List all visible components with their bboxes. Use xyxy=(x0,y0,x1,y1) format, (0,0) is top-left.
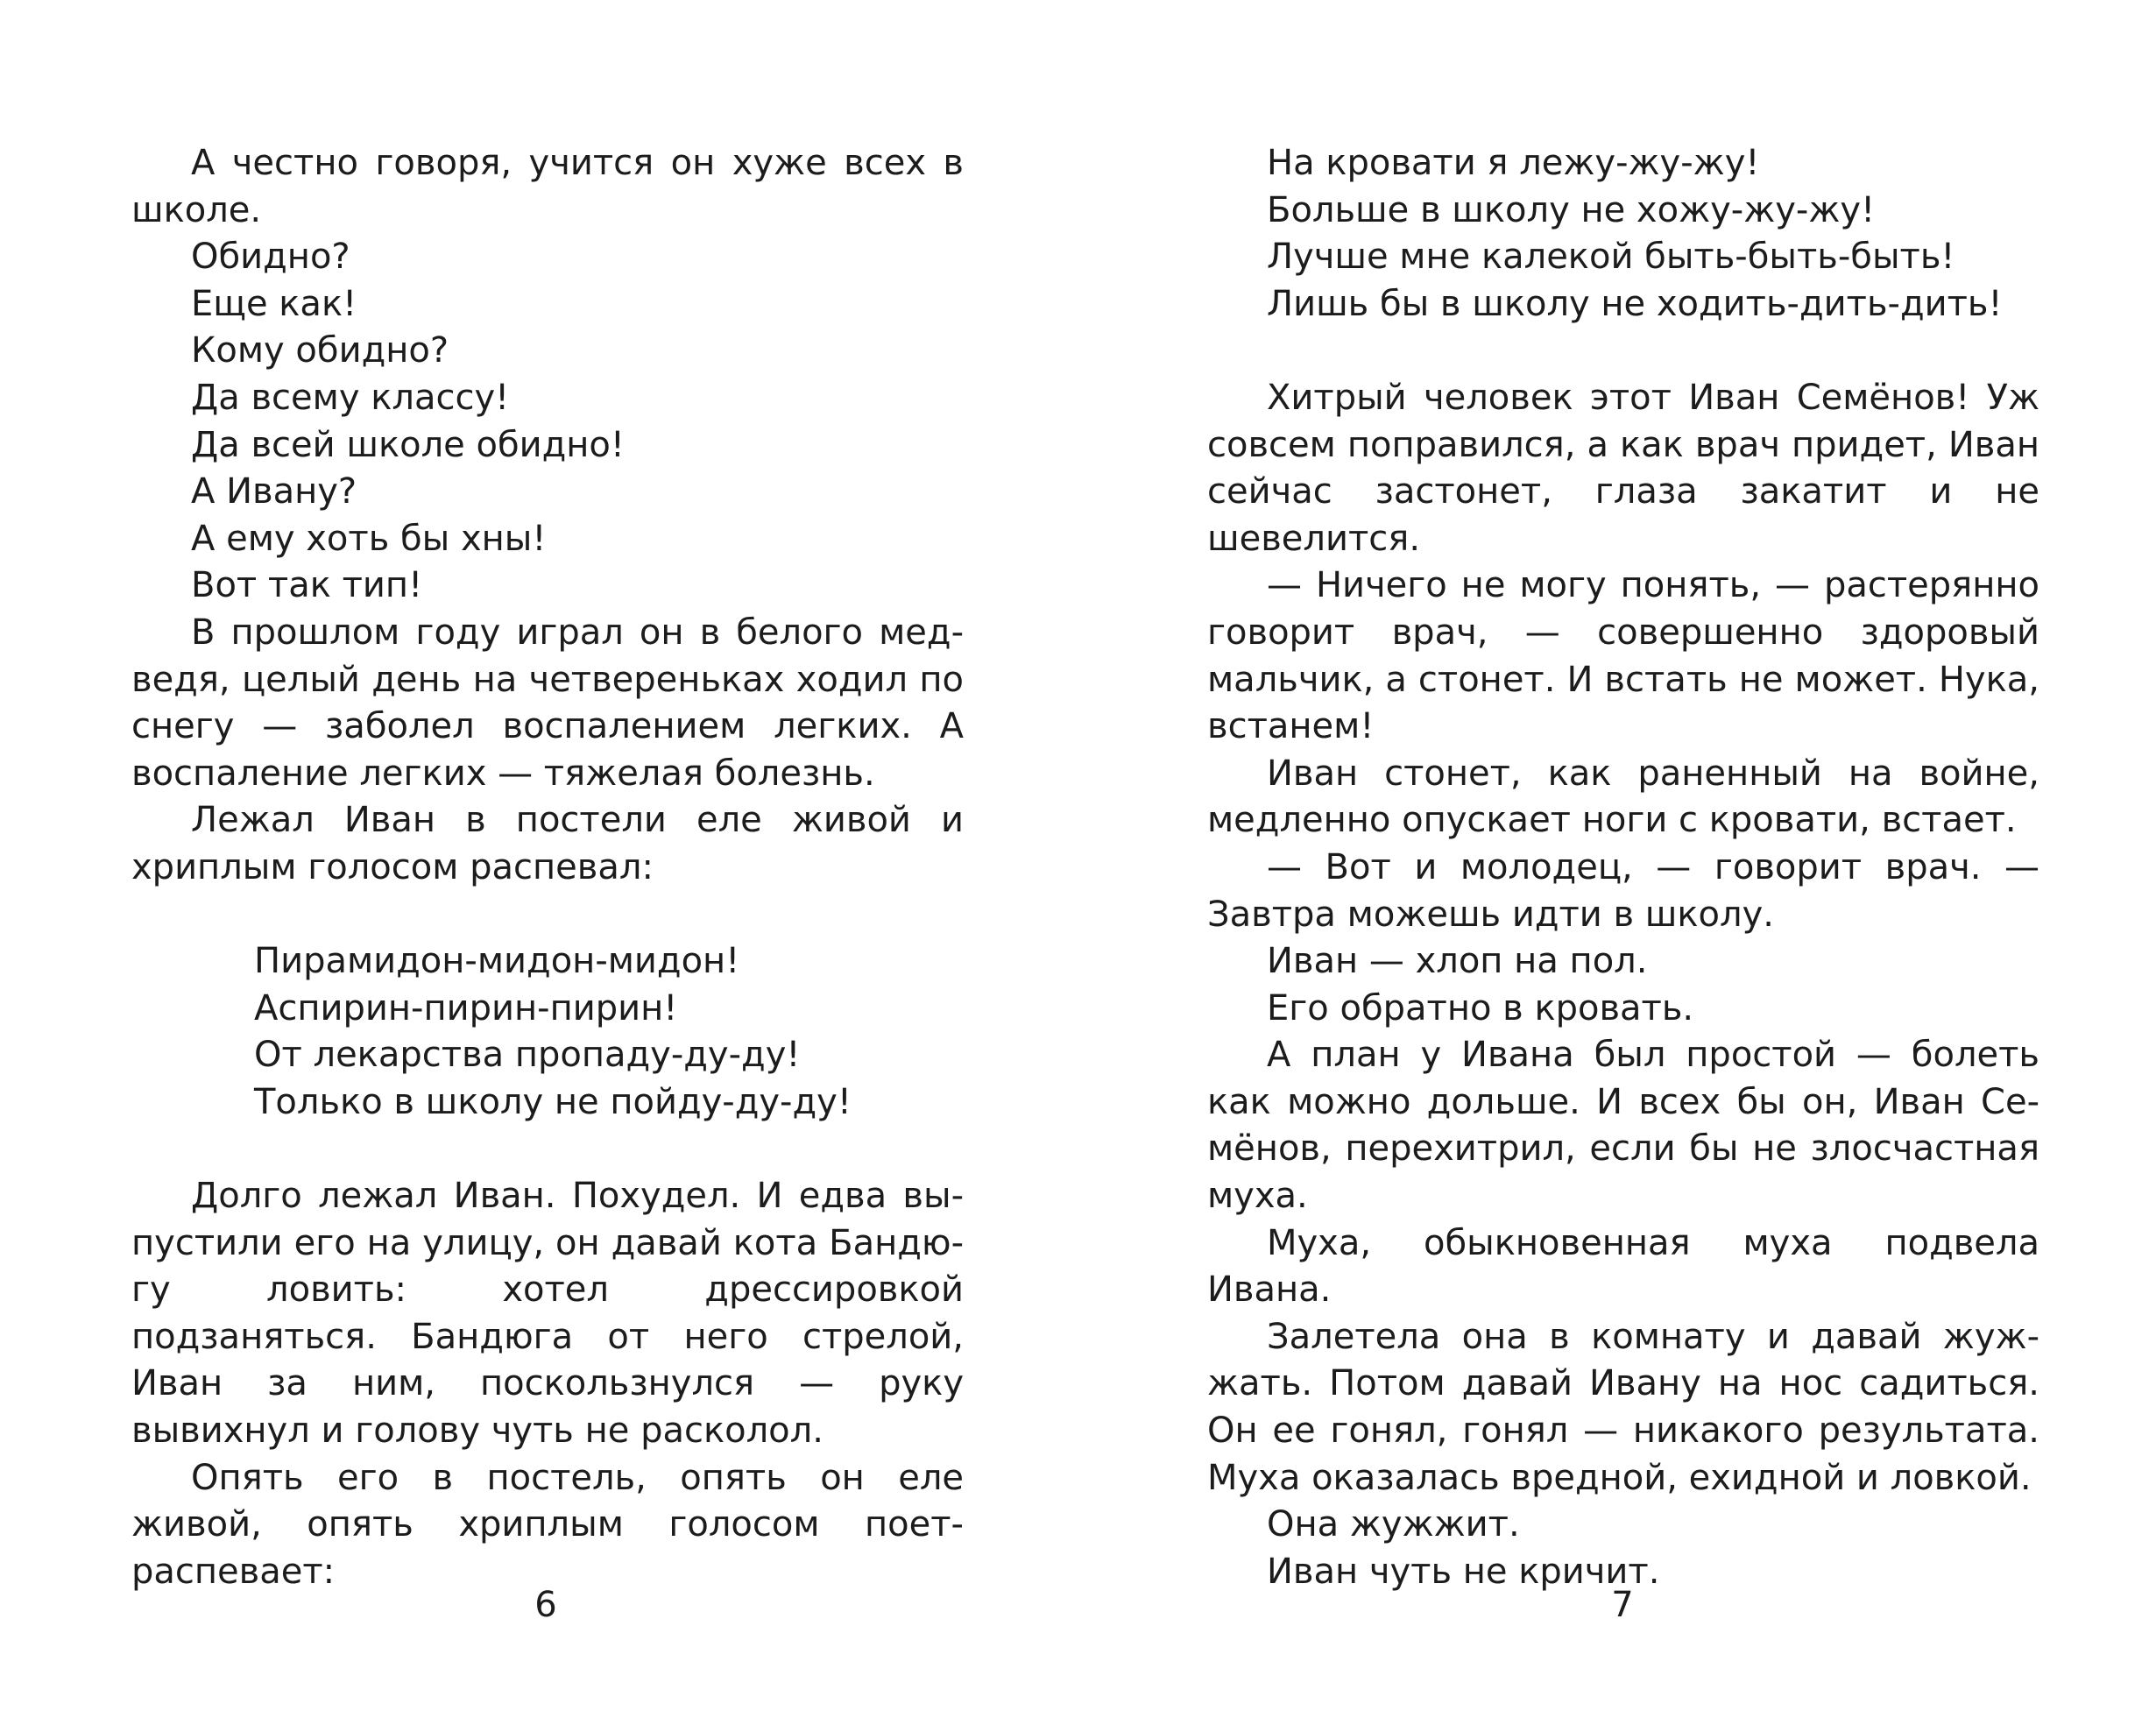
paragraph: Хитрый человек этот Иван Семёнов! Уж совсем поправился, а как врач придет, Иван сейчас застонет, глаза закатит и не шевелится. xyxy=(1207,377,2039,559)
verse-block xyxy=(1267,140,2039,328)
verse-line: От лекарства пропаду-ду-ду! xyxy=(254,1035,801,1076)
verse-line: На кровати я лежу-жу-жу! xyxy=(1267,143,1760,183)
paragraph: А честно говоря, учится он хуже всех в школе. xyxy=(131,143,964,230)
page-number-left: 6 xyxy=(534,1585,557,1625)
paragraph: Иван стонет, как раненный на войне, медленно опускает ноги с кровати, встает. xyxy=(1207,753,2039,841)
paragraph: Долго лежал Иван. Похудел. И едва выпустили его на улицу, он давай кота Бандюгу ловить: хотел дрессировкой подзаняться. Бандюга от него стрелой, Иван за ним, поскользнулся — руку вывихнул и голову чуть не расколол. xyxy=(131,1176,964,1452)
paragraph: Обидно? xyxy=(191,237,350,278)
paragraph: Кому обидно? xyxy=(191,330,449,371)
paragraph: Вот так тип! xyxy=(191,565,423,606)
paragraph: Иван — хлоп на пол. xyxy=(1267,941,1648,982)
paragraph: Да всему классу! xyxy=(191,377,510,418)
paragraph: Лежал Иван в постели еле живой и хриплым голосом распевал: xyxy=(131,800,964,887)
verse-line: Только в школу не пойду-ду-ду! xyxy=(254,1081,852,1122)
paragraph: В прошлом году играл он в белого медведя, целый день на четвереньках ходил по снегу — заболел воспалением легких. А воспаление легких — тяжелая болезнь. xyxy=(131,612,964,794)
paragraph: А Ивану? xyxy=(191,471,357,513)
verse-line: Аспирин-пирин-пирин! xyxy=(254,987,678,1029)
right-page xyxy=(1207,140,2039,1595)
paragraph: — Ничего не могу понять, — растерянно говорит врач, — совершенно здоровый мальчик, а стонет. И встать не может. Нука, встанем! xyxy=(1207,565,2039,747)
paragraph: Залетела она в комнату и давай жужжать. Потом давай Ивану на нос садиться. Он ее гонял, гонял — никакого результата. Муха оказалась вредной, ехидной и ловкой. xyxy=(1207,1316,2039,1498)
verse-line: Больше в школу не хожу-жу-жу! xyxy=(1267,189,1876,230)
paragraph: А ему хоть бы хны! xyxy=(191,518,547,559)
verse-line: Лишь бы в школу не ходить-дить-дить! xyxy=(1267,283,2003,324)
paragraph: — Вот и молодец, — говорит врач. — Завтра можешь идти в школу. xyxy=(1207,846,2039,935)
verse-line: Лучше мне калекой быть-быть-быть! xyxy=(1267,237,1955,278)
paragraph: Еще как! xyxy=(191,283,357,324)
paragraph: Опять его в постель, опять он еле живой, опять хриплым голосом поет-распевает: xyxy=(131,1457,964,1592)
paragraph: Да всей школе обидно! xyxy=(191,424,625,465)
paragraph: Его обратно в кровать. xyxy=(1267,987,1694,1029)
verse-line: Пирамидон-мидон-мидон! xyxy=(254,941,740,982)
paragraph: Иван чуть не кричит. xyxy=(1267,1551,1660,1592)
paragraph: А план у Ивана был простой — болеть как можно дольше. И всех бы он, Иван Семёнов, перехитрил, если бы не злосчастная муха. xyxy=(1207,1035,2039,1217)
left-page xyxy=(131,140,964,1595)
paragraph: Она жужжит. xyxy=(1267,1504,1520,1545)
paragraph: Муха, обыкновенная муха подвела Ивана. xyxy=(1207,1222,2039,1311)
page-number-right: 7 xyxy=(1611,1585,1634,1625)
verse-block xyxy=(254,938,964,1126)
